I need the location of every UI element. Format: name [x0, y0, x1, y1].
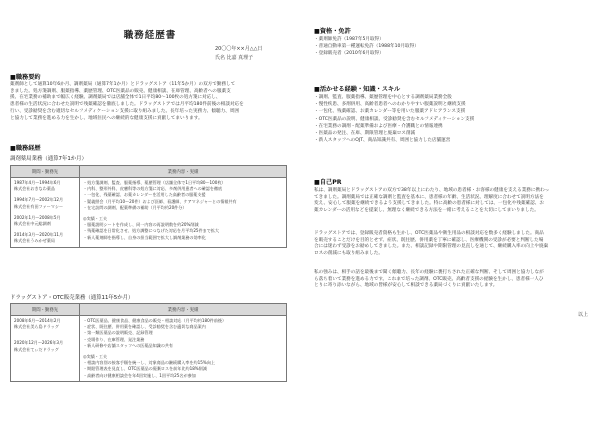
summary-line: と協力して業務を進める力を生かし、地域住民への継続的な健康支援に貢献してまいります。	[10, 115, 203, 121]
summary-line: 薬剤師として通算10年6か月、調剤薬局（通算7年1か月）とドラッグストア（11年5か月）の双方で勤務して	[10, 82, 236, 87]
period-line: 株式会社有田ファーマシー	[14, 203, 64, 209]
job2-col-content: 業務内容・実績	[80, 304, 287, 316]
period-line: 株式会社美ら島ドラッグ	[14, 324, 59, 330]
list-item: ・慢性疾患、多剤併用、高齢者患者へのわかりやすい服薬説明と継続支援	[314, 102, 466, 108]
content-line: ・新人薬剤師を指導し、自身の担当範囲で拡大し調剤業務の効率化	[83, 234, 206, 240]
left-page	[10, 0, 290, 424]
period-line: 1987年4月〜1994年6月	[14, 180, 61, 185]
list-item: ・医薬品の発注、在庫、期限管理と廃棄ロス削減	[314, 131, 416, 137]
document-date: 20〇〇年××月△△日	[215, 46, 263, 52]
content-line: ・OTC医薬品、健康食品、健康食品の販売・相談対応（月平均約180件前後）	[83, 318, 227, 323]
period-line: 株式会社おきなわ薬品	[14, 186, 55, 192]
list-item: ・調剤、監査、服薬指導、薬歴管理を中心とする調剤薬局業務全般	[314, 95, 452, 100]
history-heading: ■職務経歴	[10, 145, 41, 152]
summary-line: 援、在宅業務の補助まで幅広く経験。調剤薬局では店舗全体で1日平均80〜100枚の処方箋に対応し、	[10, 95, 221, 101]
content-line: ・新人研修や店舗スタッフへの医薬品知識の共有	[83, 342, 173, 348]
right-page	[314, 0, 594, 424]
content-line: ・相談内容別の接客手順を統一し、対象商品の継続購入率を約15%向上	[83, 360, 215, 366]
content-line: ・期限管理表を見直し、OTC医薬品の廃棄ロスを前年比約18%削減	[83, 366, 207, 372]
applicant-name: 氏名 比嘉 真理子	[215, 55, 254, 61]
list-item: ・一包化、残薬確認、お薬カレンダー等を用いた服薬アドヒアランス支援	[314, 109, 466, 115]
period-line: 2008年6月〜2014年2月	[14, 318, 61, 323]
pr-heading: ■自己PR	[314, 179, 342, 186]
end-mark: 以上	[577, 312, 588, 318]
job2-table	[10, 303, 287, 382]
content-line: ・一包化、残薬確認、お薬カレンダーを活用した高齢者の服薬支援	[83, 192, 206, 198]
job1-period-cell	[11, 178, 80, 248]
pr-line: とりに寄り添いながら、地域の皆様が安心して相談できる薬局づくりに貢献いたします。	[314, 283, 498, 289]
content-line: ・第一類医薬品の説明販売、記録管理	[83, 330, 153, 336]
job2-content-cell	[80, 316, 287, 382]
pr-line: 私は、調剤薬局とドラッグストアの双方で38年以上にわたり、地域の患者様・お客様の健康を支える業務に携わっ	[314, 188, 550, 193]
period-line: 2002年1月〜2008年5月	[14, 214, 61, 220]
job1-col-content: 業務内容・実績	[80, 166, 287, 178]
summary-line: 患者様の生活状況に合わせた説明で残薬確認を徹底しました。ドラッグストアでは月平均180件前後の相談対応を	[10, 102, 244, 108]
period-line: 株式会社うみかぜ薬局	[14, 238, 55, 244]
license-heading: ■資格・免許	[314, 28, 351, 35]
period-line: 1994年7月〜2002年12月	[14, 197, 64, 203]
pr-paragraph-3	[314, 270, 588, 290]
pr-paragraph-1	[314, 188, 588, 215]
job1-heading: 調剤薬局業務（通算7年1か月）	[10, 156, 87, 162]
pr-line: 合には迷わず受診をお勧めしてきました。また、相談記録や期限管理の見直しを通じて、継続購入率の向上や廃棄	[314, 244, 549, 250]
pr-line: 変え、安心して服薬を継続できるよう支援してきました。特に高齢の患者様に対しては、一包化や残薬確認、お	[314, 201, 544, 207]
pr-line: ドラッグストアでは、登録販売者資格も生かし、OTC医薬品や衛生用品の相談対応を数多く経験しました。商品	[314, 231, 544, 236]
content-line: ・症状、既往歴、併用薬を確認し、受診勧奨を含む適切な商品案内	[83, 324, 206, 330]
job2-heading: ドラッグストア・OTC販売業務（通算11年5か月）	[10, 295, 134, 301]
skills-heading: ■活かせる経験・知識・スキル	[314, 86, 401, 93]
list-item: ・OTC医薬品の説明、健康相談、受診勧奨を含むセルフメディケーション支援	[314, 116, 475, 122]
pr-line: を販売することだけを目的とせず、症状、既往歴、併用薬を丁寧に確認し、医療機関の受診が必要と判断した場	[314, 237, 544, 243]
pr-line: 薬カレンダーの活用などを提案し、無理なく継続できる方法を一緒に考えることを大切にしてまいりました。	[314, 208, 539, 214]
list-item: ・新人スタッフへのOJT、商品知識共有、周囲と協力した店舗運営	[314, 138, 451, 144]
summary-heading: ■職務要約	[10, 74, 41, 81]
period-line: 2020年12月〜2026年3月	[14, 340, 64, 346]
list-item: ・普通自動車第一種運転免許（1988年10月取得）	[314, 44, 419, 50]
content-line: ・在宅訪問の調剤、配薬準備の補助（月平均約20件分）	[83, 204, 187, 210]
job1-content-cell	[80, 178, 287, 248]
content-line: ・内科、整形外科、皮膚科等の処方箋に対応、多剤併用患者への確認を徹底	[83, 186, 223, 192]
summary-line: 行い、受診勧奨を含む適切なセルフメディケーション支援に取り組みました。長年培った実務力、傾聴力、周囲	[10, 108, 239, 114]
job2-col-period: 期間・勤務先	[11, 304, 80, 316]
list-item: ・在宅業務の調剤・配薬準備および医療・介護職との情報連携	[314, 123, 443, 129]
list-item: ・登録販売者（2010年6月取得）	[314, 51, 384, 57]
summary-line: きました。処方箋調剤、服薬指導、薬歴管理、OTC医薬品の販売、健康相談、在庫管理、高齢者への服薬支	[10, 88, 231, 94]
pr-paragraph-2	[314, 231, 588, 258]
content-line: ・売場作り、在庫管理、発注業務	[83, 336, 145, 342]
period-line: 株式会社中元総調剤	[14, 221, 51, 227]
summary-text	[10, 82, 288, 122]
job1-table	[10, 165, 287, 248]
content-line: ・処方箋調剤、監査、服薬指導、薬歴管理（店舗全体で1日平均80〜100枚）	[83, 180, 226, 185]
pr-line: てきました。調剤薬局では正確な調剤と監査を基本に、患者様の年齢、生活状況、理解度に合わせて説明方法を	[314, 194, 544, 200]
content-line: ◎実績・工夫	[83, 354, 108, 360]
job2-period-cell	[11, 316, 80, 382]
period-line: 株式会社てぃだドラッグ	[14, 346, 59, 352]
document-title: 職務経歴書	[123, 30, 177, 41]
content-line: ・疑義照会（月平均10〜20件）および医師、看護師、ケアマネジャーとの情報共有	[83, 198, 237, 204]
list-item: ・薬剤師免許（1987年5月取得）	[314, 37, 384, 42]
pr-line: ロスの削減にも取り組みました。	[314, 251, 383, 257]
job1-col-period: 期間・勤務先	[11, 166, 80, 178]
content-line: ・服薬説明シートを作成し、同一内容の再説明数を約20%削減	[83, 222, 199, 228]
content-line: ・高齢者向け健康相談会を年4回実施し、1回平均25名が参加	[83, 372, 196, 378]
license-list	[314, 36, 590, 58]
content-line: ◎実績・工夫	[83, 216, 108, 222]
pr-line: ら落ち着いて業務を進める力です。これまで培った調剤、OTC販売、高齢者支援の経験を生かし、患者様一人ひ	[314, 276, 544, 282]
content-line: ・残薬確認を日常化させ、処方調整につなげた対応を月平均25件まで拡大	[83, 228, 220, 234]
period-line: 2014年3月〜2020年11月	[14, 232, 64, 238]
pr-line: 私の強みは、相手の話を最後まで聞く傾聴力、長年の経験に裏打ちされた正確な判断、そして周囲と協力しなが	[314, 270, 544, 275]
table-row	[11, 316, 287, 382]
skills-list	[314, 94, 590, 144]
table-row	[11, 178, 287, 248]
